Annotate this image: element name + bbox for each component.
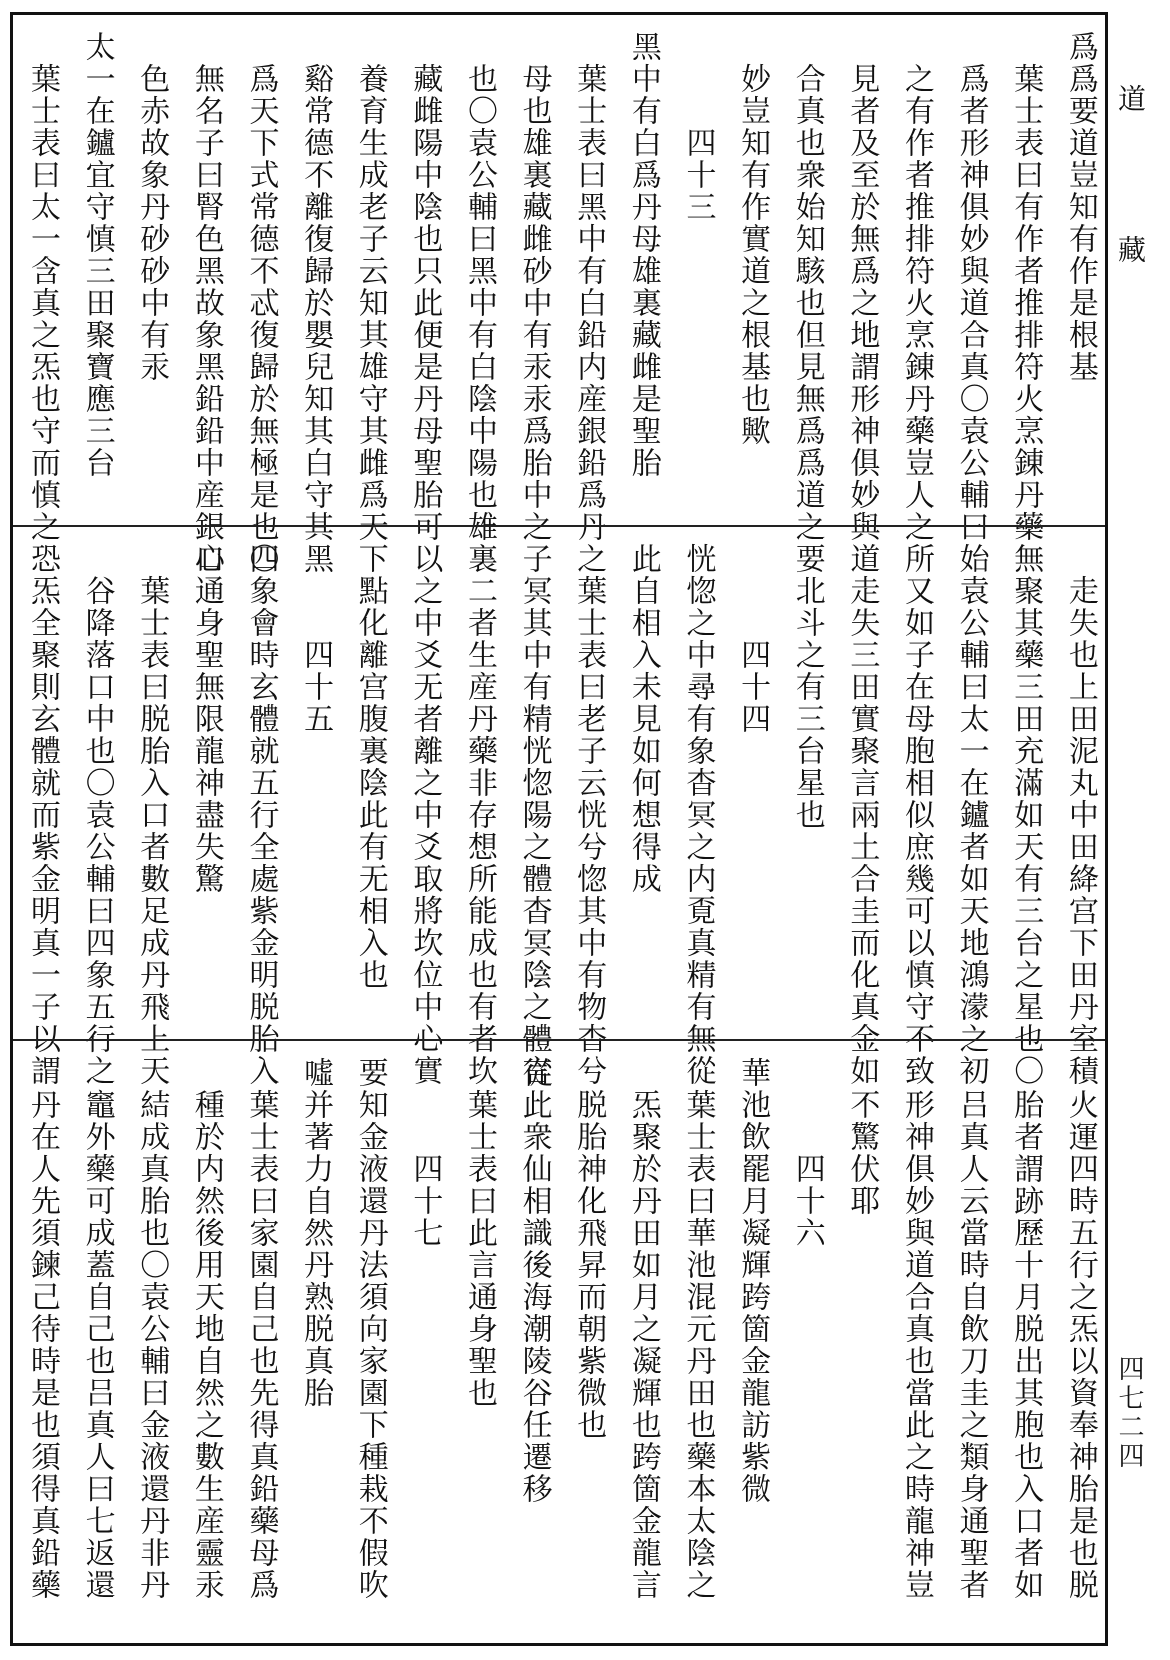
text-column: 母也雄裏藏雌砂中有汞汞爲胎中之子: [516, 63, 552, 575]
text-column: 形神俱妙與道合真也當此之時龍神豈: [899, 1089, 934, 1601]
text-column: 炁全聚則玄體就而紫金明真一子以謂: [25, 575, 60, 1087]
text-column: 之有作者推排符火烹錬丹藥豈人之所: [899, 63, 934, 575]
text-column: 見者及至於無爲之地謂形神俱妙與道: [844, 63, 880, 575]
text-column: 吕真人云當時自飲刀圭之類身通聖者: [953, 1089, 989, 1601]
panel-middle: [13, 527, 1105, 1087]
margin-title-char: 藏: [1114, 235, 1147, 263]
section-heading: 四十六: [789, 1153, 825, 1249]
verse-column: 從此衆仙相識後海潮陵谷任遷移: [516, 1057, 552, 1505]
text-column: 走失三田實聚言兩土合圭而化真金如: [844, 575, 880, 1087]
text-column: 之中爻无者離之中爻取將坎位中心實: [407, 575, 443, 1087]
panel-bottom-columns: [23, 1041, 1098, 1641]
text-column: 谿常德不離復歸於嬰兒知其白守其黑: [298, 63, 334, 575]
text-column: 葉士表曰有作者推排符火烹錬丹藥無: [1008, 63, 1044, 575]
text-column: 無名子曰腎色黑故象黑鉛鉛中産銀心: [188, 63, 224, 575]
text-column: 聚其藥三田充滿如天有三台之星也〇: [1008, 575, 1044, 1087]
text-column: 袁公輔曰太一在鑪者如天地鴻濛之初: [953, 575, 989, 1087]
panel-middle-columns: [23, 527, 1098, 1087]
verse-column: 華池飲罷月凝輝跨箇金龍訪紫微: [735, 1057, 771, 1505]
panel-top: [13, 15, 1105, 575]
text-column: 二者生産丹藥非存想所能成也有者坎: [462, 575, 497, 1087]
verse-column: 四象會時玄體就五行全處紫金明脱胎入: [243, 543, 279, 1087]
text-column: 火運四時五行之炁以資奉神胎是也脱: [1062, 1089, 1098, 1601]
section-heading: 四十四: [735, 639, 771, 735]
text-column: 爲者形神俱妙與道合真〇袁公輔曰始: [953, 63, 989, 575]
section-heading: 四十三: [680, 127, 716, 223]
text-column: 葉士表曰太一含真之炁也守而慎之恐: [25, 63, 60, 575]
verse-column: 此自相入未見如何想得成: [625, 543, 661, 895]
text-column: 也〇袁公輔曰黑中有白陰中陽也雄裏: [462, 63, 497, 575]
text-column: 種於内然後用天地自然之數生産靈汞: [188, 1089, 224, 1601]
text-column: 胎者謂跡歷十月脱出其胞也入口者如: [1008, 1089, 1044, 1601]
text-column: 爲天下式常德不忒復歸於無極是也〇: [243, 63, 279, 575]
verse-column: 口通身聖無限龍神盡失驚: [188, 543, 224, 895]
section-heading: 四十五: [298, 639, 334, 735]
verse-column: 太一在鑪宜守慎三田聚寶應三台: [79, 31, 115, 479]
verse-column: 恍惚之中尋有象杳冥之内覔真精有無從: [680, 543, 716, 1087]
text-column: 冥其中有精恍惚陽之體杳冥陰之體言: [516, 575, 552, 1087]
text-column: 谷降落口中也〇袁公輔曰四象五行之: [79, 575, 115, 1087]
verse-column: 噓并著力自然丹熟脱真胎: [298, 1057, 334, 1409]
panel-top-columns: [23, 15, 1098, 575]
text-column: 藏雌陽中陰也只此便是丹母聖胎可以: [407, 63, 443, 575]
text-column: 葉士表曰黑中有白鉛内産銀鉛爲丹之: [571, 63, 607, 575]
text-column: 葉士表曰老子云恍兮惚其中有物杳兮: [571, 575, 607, 1087]
text-column: 炁聚於丹田如月之凝輝也跨箇金龍言: [625, 1089, 661, 1601]
text-column: 合真也衆始知駭也但見無爲爲道之要: [789, 63, 825, 575]
text-column: 北斗之有三台星也: [789, 575, 825, 831]
text-column: 葉士表曰華池混元丹田也藥本太陰之: [680, 1089, 716, 1601]
text-column: 葉士表曰家園自己也先得真鉛藥母爲: [243, 1089, 279, 1601]
text-column: 竈外藥可成蓋自己也吕真人曰七返還: [79, 1089, 115, 1601]
page-frame: [10, 12, 1108, 1646]
text-column: 葉士表曰脱胎入口者數足成丹飛上天: [134, 575, 170, 1087]
text-column: 不驚伏耶: [844, 1089, 880, 1217]
section-heading: 四十七: [407, 1153, 443, 1249]
text-column: 爲爲要道豈知有作是根基: [1062, 31, 1098, 383]
verse-column: 要知金液還丹法須向家園下種栽不假吹: [352, 1057, 388, 1601]
text-column: 色赤故象丹砂砂中有汞: [134, 63, 170, 383]
text-column: 結成真胎也〇袁公輔曰金液還丹非丹: [134, 1089, 170, 1601]
panel-bottom: [13, 1041, 1105, 1641]
text-column: 葉士表曰此言通身聖也: [462, 1089, 497, 1409]
text-column: 養育生成老子云知其雄守其雌爲天下: [352, 63, 388, 575]
text-column: 脱胎神化飛昇而朝紫微也: [571, 1089, 607, 1441]
text-column: 丹在人先須鍊己待時是也須得真鉛藥: [25, 1089, 60, 1601]
margin-title-char: 道: [1114, 84, 1147, 112]
page-number: 四七二四: [1114, 1355, 1144, 1471]
text-column: 走失也上田泥丸中田絳宫下田丹室積: [1062, 575, 1098, 1087]
text-column: 又如子在母胞相似庶幾可以慎守不致: [899, 575, 934, 1087]
verse-column: 黑中有白爲丹母雄裏藏雌是聖胎: [625, 31, 661, 479]
text-column: 點化離宫腹裏陰此有无相入也: [352, 575, 388, 991]
text-column: 妙豈知有作實道之根基也歟: [735, 63, 771, 447]
